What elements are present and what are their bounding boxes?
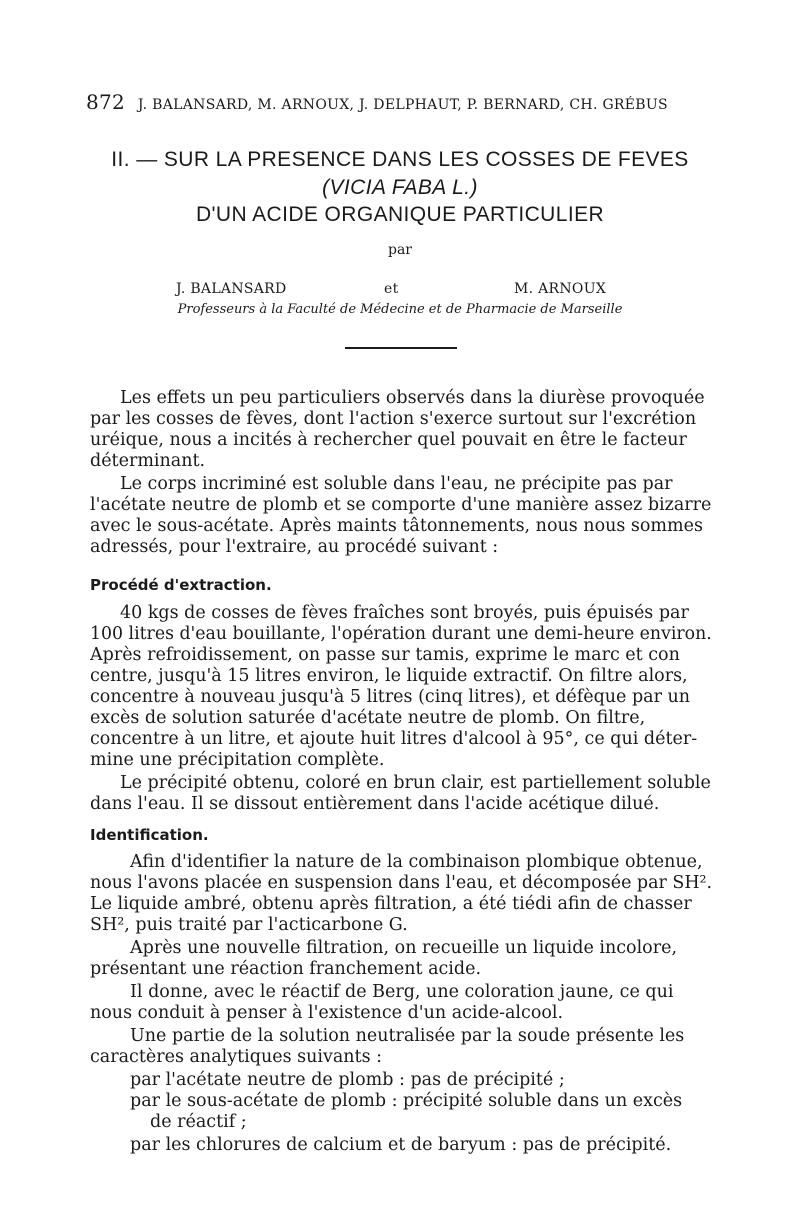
text-line: dans l'eau. Il se dissout entièrement dans l'acide acétique dilué. xyxy=(90,794,660,814)
text-line: Le corps incriminé est soluble dans l'eau, ne précipite pas par xyxy=(120,474,673,494)
header-authors: J. BALANSARD, M. ARNOUX, J. DELPHAUT, P. BERNARD, CH. GRÉBUS xyxy=(137,97,668,113)
text-line: Il donne, avec le réactif de Berg, une coloration jaune, ce qui xyxy=(130,982,674,1002)
text-line: concentre à un litre, et ajoute huit litres d'alcool à 95°, ce qui déter- xyxy=(90,729,698,749)
text-line: par les cosses de fèves, dont l'action s'exerce surtout sur l'excrétion xyxy=(90,409,697,429)
title-line-2: (VICIA FABA L.) xyxy=(322,176,478,199)
title-line-1: II. — SUR LA PRESENCE DANS LES COSSES DE FEVES xyxy=(111,148,689,171)
text-line: Le liquide ambré, obtenu après filtration, a été tiédi afin de chasser xyxy=(90,894,692,914)
byline-par: par xyxy=(387,242,412,258)
affiliation: Professeurs à la Faculté de Médecine et de Pharmacie de Marseille xyxy=(177,302,623,317)
section-heading-extraction: Procédé d'extraction. xyxy=(90,576,272,594)
text-line: nous conduit à penser à l'existence d'un acide-alcool. xyxy=(90,1003,564,1023)
text-line: mine une précipitation complète. xyxy=(90,750,385,770)
list-item: par le sous-acétate de plomb : précipité soluble dans un excès xyxy=(130,1091,683,1111)
text-line: centre, jusqu'à 15 litres environ, le liquide extractif. On filtre alors, xyxy=(90,666,688,686)
title-divider xyxy=(345,347,457,349)
text-line: excès de solution saturée d'acétate neutre de plomb. On filtre, xyxy=(90,708,646,728)
text-line: Une partie de la solution neutralisée par la soude présente les xyxy=(130,1026,685,1046)
list-item: par les chlorures de calcium et de baryum : pas de précipité. xyxy=(130,1135,672,1155)
text-line: Les effets un peu particuliers observés dans la diurèse provoquée xyxy=(120,388,705,408)
author-2: M. ARNOUX xyxy=(514,281,607,297)
author-1: J. BALANSARD xyxy=(176,281,287,297)
list-item-continuation: de réactif ; xyxy=(150,1112,247,1132)
text-line: concentre à nouveau jusqu'à 5 litres (cinq litres), et défèque par un xyxy=(90,687,691,707)
running-header xyxy=(86,90,668,114)
text-line: SH², puis traité par l'acticarbone G. xyxy=(90,915,408,935)
byline-et: et xyxy=(384,281,399,297)
text-line: caractères analytiques suivants : xyxy=(90,1047,383,1067)
section-heading-identification: Identification. xyxy=(90,826,209,844)
text-line: avec le sous-acétate. Après maints tâtonnements, nous nous sommes xyxy=(90,516,703,536)
text-line: déterminant. xyxy=(90,451,206,471)
page-number: 872 xyxy=(86,90,126,114)
text-line: nous l'avons placée en suspension dans l'eau, et décomposée par SH². xyxy=(90,873,713,893)
title-line-3: D'UN ACIDE ORGANIQUE PARTICULIER xyxy=(195,203,605,226)
text-line: présentant une réaction franchement acide. xyxy=(90,959,482,979)
text-line: l'acétate neutre de plomb et se comporte d'une manière assez bizarre xyxy=(90,495,712,515)
text-line: Afin d'identifier la nature de la combinaison plombique obtenue, xyxy=(130,852,703,872)
text-line: Le précipité obtenu, coloré en brun clair, est partiellement soluble xyxy=(120,773,711,793)
text-line: 40 kgs de cosses de fèves fraîches sont broyés, puis épuisés par xyxy=(120,603,689,623)
text-line: 100 litres d'eau bouillante, l'opération durant une demi-heure environ. xyxy=(90,624,712,644)
text-line: uréique, nous a incités à rechercher quel pouvait en être le facteur xyxy=(90,430,687,450)
text-line: Après une nouvelle filtration, on recueille un liquide incolore, xyxy=(130,938,678,958)
list-item: par l'acétate neutre de plomb : pas de précipité ; xyxy=(130,1070,565,1090)
text-line: Après refroidissement, on passe sur tamis, exprime le marc et con xyxy=(90,645,680,665)
text-line: adressés, pour l'extraire, au procédé suivant : xyxy=(90,537,499,557)
